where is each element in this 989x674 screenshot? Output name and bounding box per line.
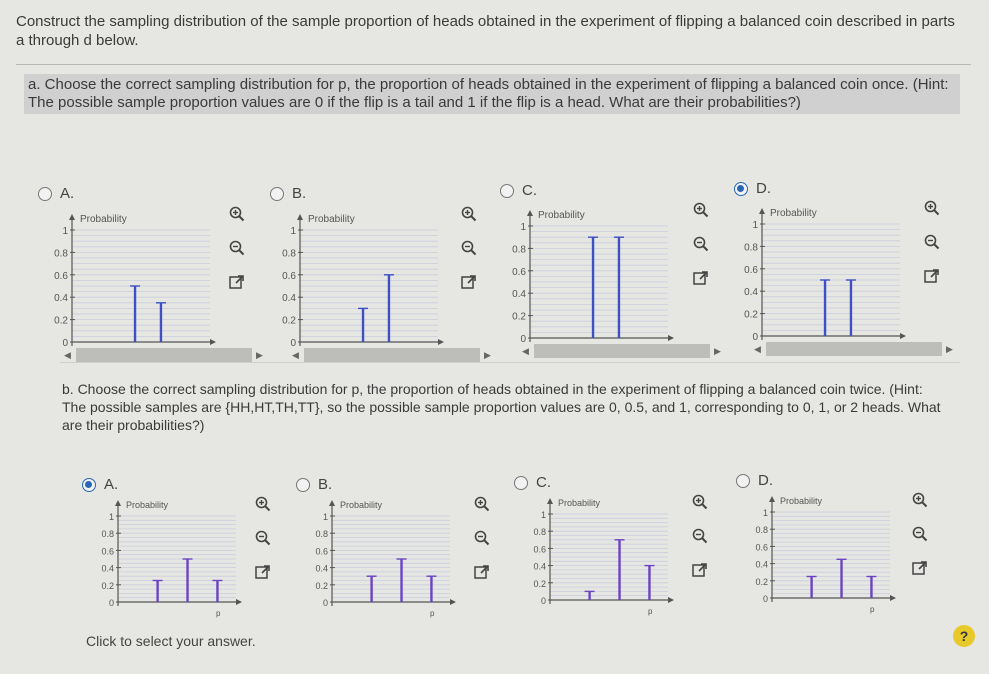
divider	[60, 362, 960, 363]
y-axis-arrow	[297, 214, 303, 220]
y-tick-label: 1	[540, 510, 546, 520]
y-tick-label: 0	[752, 332, 758, 343]
y-tick-label: 1	[108, 512, 114, 522]
part-b-graph-3	[520, 488, 680, 616]
part-a-radio-2[interactable]	[270, 187, 284, 201]
option-letter: D.	[756, 180, 771, 197]
y-tick-label: 1	[520, 222, 526, 233]
y-axis-label: Probability	[770, 208, 817, 219]
scroll-right-icon[interactable]: ▶	[946, 344, 953, 354]
y-tick-label: 0.8	[533, 527, 546, 538]
part-b-graph-4	[742, 486, 902, 614]
y-axis-arrow	[759, 208, 765, 214]
option-letter: A.	[60, 185, 75, 202]
x-axis-arrow	[236, 599, 242, 605]
zoom-in-icon[interactable]	[472, 494, 492, 514]
y-tick-label: 0.2	[282, 315, 296, 327]
y-axis-arrow	[769, 496, 775, 502]
zoom-out-icon[interactable]	[910, 524, 930, 544]
zoom-in-icon[interactable]	[253, 494, 273, 514]
option-letter: C.	[536, 474, 551, 491]
option-letter: C.	[522, 182, 537, 199]
y-tick-label: 0.4	[54, 293, 68, 305]
zoom-in-icon[interactable]	[459, 204, 479, 224]
scroll-left-icon[interactable]: ◀	[522, 346, 529, 356]
y-tick-label: 0.8	[755, 525, 768, 536]
y-tick-label: 0	[322, 598, 328, 608]
y-axis-label: Probability	[780, 496, 823, 506]
graph-scrollbar[interactable]	[304, 348, 480, 362]
y-tick-label: 1	[62, 226, 68, 237]
y-axis-label: Probability	[308, 214, 355, 225]
y-tick-label: 0.6	[282, 270, 296, 282]
y-tick-label: 0.2	[755, 576, 768, 587]
y-tick-label: 0.4	[755, 559, 768, 570]
popout-icon[interactable]	[690, 560, 710, 580]
y-axis-arrow	[329, 500, 335, 506]
part-b-graph-2	[302, 490, 462, 618]
y-tick-label: 1	[290, 226, 296, 237]
y-tick-label: 0	[290, 338, 296, 349]
y-tick-label: 1	[322, 512, 328, 522]
y-tick-label: 1	[752, 220, 758, 231]
y-tick-label: 0.8	[315, 529, 328, 540]
x-axis-arrow	[438, 339, 444, 345]
y-tick-label: 0.4	[744, 287, 758, 299]
y-axis-label: Probability	[340, 500, 383, 510]
y-tick-label: 0.6	[315, 546, 328, 557]
popout-icon[interactable]	[227, 272, 247, 292]
y-axis-arrow	[115, 500, 121, 506]
option-letter: B.	[318, 476, 333, 493]
y-axis-label: Probability	[538, 210, 585, 221]
y-tick-label: 0.6	[744, 264, 758, 276]
graph-scrollbar[interactable]	[766, 342, 942, 356]
graph-scrollbar[interactable]	[76, 348, 252, 362]
y-tick-label: 0.4	[533, 561, 546, 572]
y-tick-label: 0.4	[101, 563, 114, 574]
scroll-right-icon[interactable]: ▶	[256, 350, 263, 360]
y-tick-label: 0.8	[744, 242, 758, 254]
part-b-graph-tools-4	[910, 490, 930, 578]
popout-icon[interactable]	[253, 562, 273, 582]
zoom-out-icon[interactable]	[227, 238, 247, 258]
x-axis-arrow	[210, 339, 216, 345]
part-a-radio-1[interactable]	[38, 187, 52, 201]
y-tick-label: 0.6	[755, 542, 768, 553]
part-a-graph-tools-2	[459, 204, 479, 292]
scroll-left-icon[interactable]: ◀	[64, 350, 71, 360]
x-axis-arrow	[450, 599, 456, 605]
part-b-prompt: b. Choose the correct sampling distribution for p, the proportion of heads obtained in the experiment of flipping a balanced coin twice. (Hint: The possible samples are {HH,HT,TH,TT}, so the possible sample proportion values are 0, 0.5, and 1, corresponding to 0, 1, or 2 heads. What are their probabilities?)	[62, 381, 941, 433]
y-tick-label: 0.4	[512, 289, 526, 301]
option-letter: D.	[758, 472, 773, 489]
y-tick-label: 0	[762, 594, 768, 604]
y-axis-arrow	[547, 498, 553, 504]
popout-icon[interactable]	[459, 272, 479, 292]
popout-icon[interactable]	[472, 562, 492, 582]
x-axis-arrow	[668, 597, 674, 603]
zoom-out-icon[interactable]	[459, 238, 479, 258]
zoom-out-icon[interactable]	[253, 528, 273, 548]
y-tick-label: 0	[540, 596, 546, 606]
y-tick-label: 0.6	[533, 544, 546, 555]
part-a-graph-tools-1	[227, 204, 247, 292]
x-axis-label: p	[216, 609, 221, 618]
part-b-graph-tools-2	[472, 494, 492, 582]
click-to-select-hint: Click to select your answer.	[86, 633, 256, 649]
popout-icon[interactable]	[691, 268, 711, 288]
y-tick-label: 0.2	[54, 315, 68, 327]
y-tick-label: 0.2	[315, 580, 328, 591]
scroll-left-icon[interactable]: ◀	[754, 344, 761, 354]
x-axis-arrow	[668, 335, 674, 341]
y-tick-label: 0.6	[54, 270, 68, 282]
zoom-in-icon[interactable]	[691, 200, 711, 220]
y-axis-label: Probability	[558, 498, 601, 508]
option-letter: B.	[292, 185, 307, 202]
y-axis-label: Probability	[126, 500, 169, 510]
scroll-right-icon[interactable]: ▶	[484, 350, 491, 360]
help-button[interactable]: ?	[953, 625, 975, 647]
y-tick-label: 0.8	[512, 244, 526, 256]
part-a-prompt: a. Choose the correct sampling distribution for p, the proportion of heads obtained in the experiment of flipping a balanced coin once. (Hint: The possible sample proportion values are 0 if the flip is a tail and 1 if the flip is a head. What are their probabilities?)	[24, 74, 960, 114]
zoom-in-icon[interactable]	[227, 204, 247, 224]
y-tick-label: 0.2	[101, 580, 114, 591]
y-tick-label: 0.8	[101, 529, 114, 540]
part-a-graph-tools-4	[922, 198, 942, 286]
x-axis-label: p	[430, 609, 435, 618]
scroll-right-icon[interactable]: ▶	[714, 346, 721, 356]
zoom-in-icon[interactable]	[910, 490, 930, 510]
zoom-out-icon[interactable]	[690, 526, 710, 546]
x-axis-arrow	[900, 333, 906, 339]
y-tick-label: 0.2	[512, 311, 526, 323]
part-a-graph-1	[52, 200, 222, 348]
graph-scrollbar[interactable]	[534, 344, 710, 358]
y-tick-label: 0.4	[315, 563, 328, 574]
y-axis-arrow	[527, 210, 533, 216]
y-tick-label: 0.2	[533, 578, 546, 589]
popout-icon[interactable]	[910, 558, 930, 578]
x-axis-label: p	[648, 607, 653, 616]
y-tick-label: 0.8	[282, 248, 296, 260]
part-b-graph-tools-3	[690, 492, 710, 580]
zoom-out-icon[interactable]	[922, 232, 942, 252]
part-b-graph-1	[88, 490, 248, 618]
y-tick-label: 0.6	[101, 546, 114, 557]
part-a-graph-tools-3	[691, 200, 711, 288]
y-tick-label: 0.4	[282, 293, 296, 305]
y-axis-arrow	[69, 214, 75, 220]
scroll-left-icon[interactable]: ◀	[292, 350, 299, 360]
part-a-graph-3	[510, 196, 680, 344]
option-letter: A.	[104, 476, 119, 493]
x-axis-arrow	[890, 595, 896, 601]
y-tick-label: 1	[762, 508, 768, 518]
zoom-in-icon[interactable]	[690, 492, 710, 512]
part-a-graph-2	[280, 200, 450, 348]
y-axis-label: Probability	[80, 214, 127, 225]
y-tick-label: 0	[62, 338, 68, 349]
zoom-out-icon[interactable]	[472, 528, 492, 548]
y-tick-label: 0.6	[512, 266, 526, 278]
zoom-in-icon[interactable]	[922, 198, 942, 218]
y-tick-label: 0	[520, 334, 526, 345]
y-tick-label: 0.2	[744, 309, 758, 321]
popout-icon[interactable]	[922, 266, 942, 286]
y-tick-label: 0.8	[54, 248, 68, 260]
divider	[16, 64, 971, 65]
part-b-graph-tools-1	[253, 494, 273, 582]
part-a-graph-4	[742, 194, 912, 342]
zoom-out-icon[interactable]	[691, 234, 711, 254]
y-tick-label: 0	[108, 598, 114, 608]
intro-text: Construct the sampling distribution of the sample proportion of heads obtained in the experiment of flipping a balanced coin described in parts a through d below.	[16, 13, 955, 49]
x-axis-label: p	[870, 605, 875, 614]
